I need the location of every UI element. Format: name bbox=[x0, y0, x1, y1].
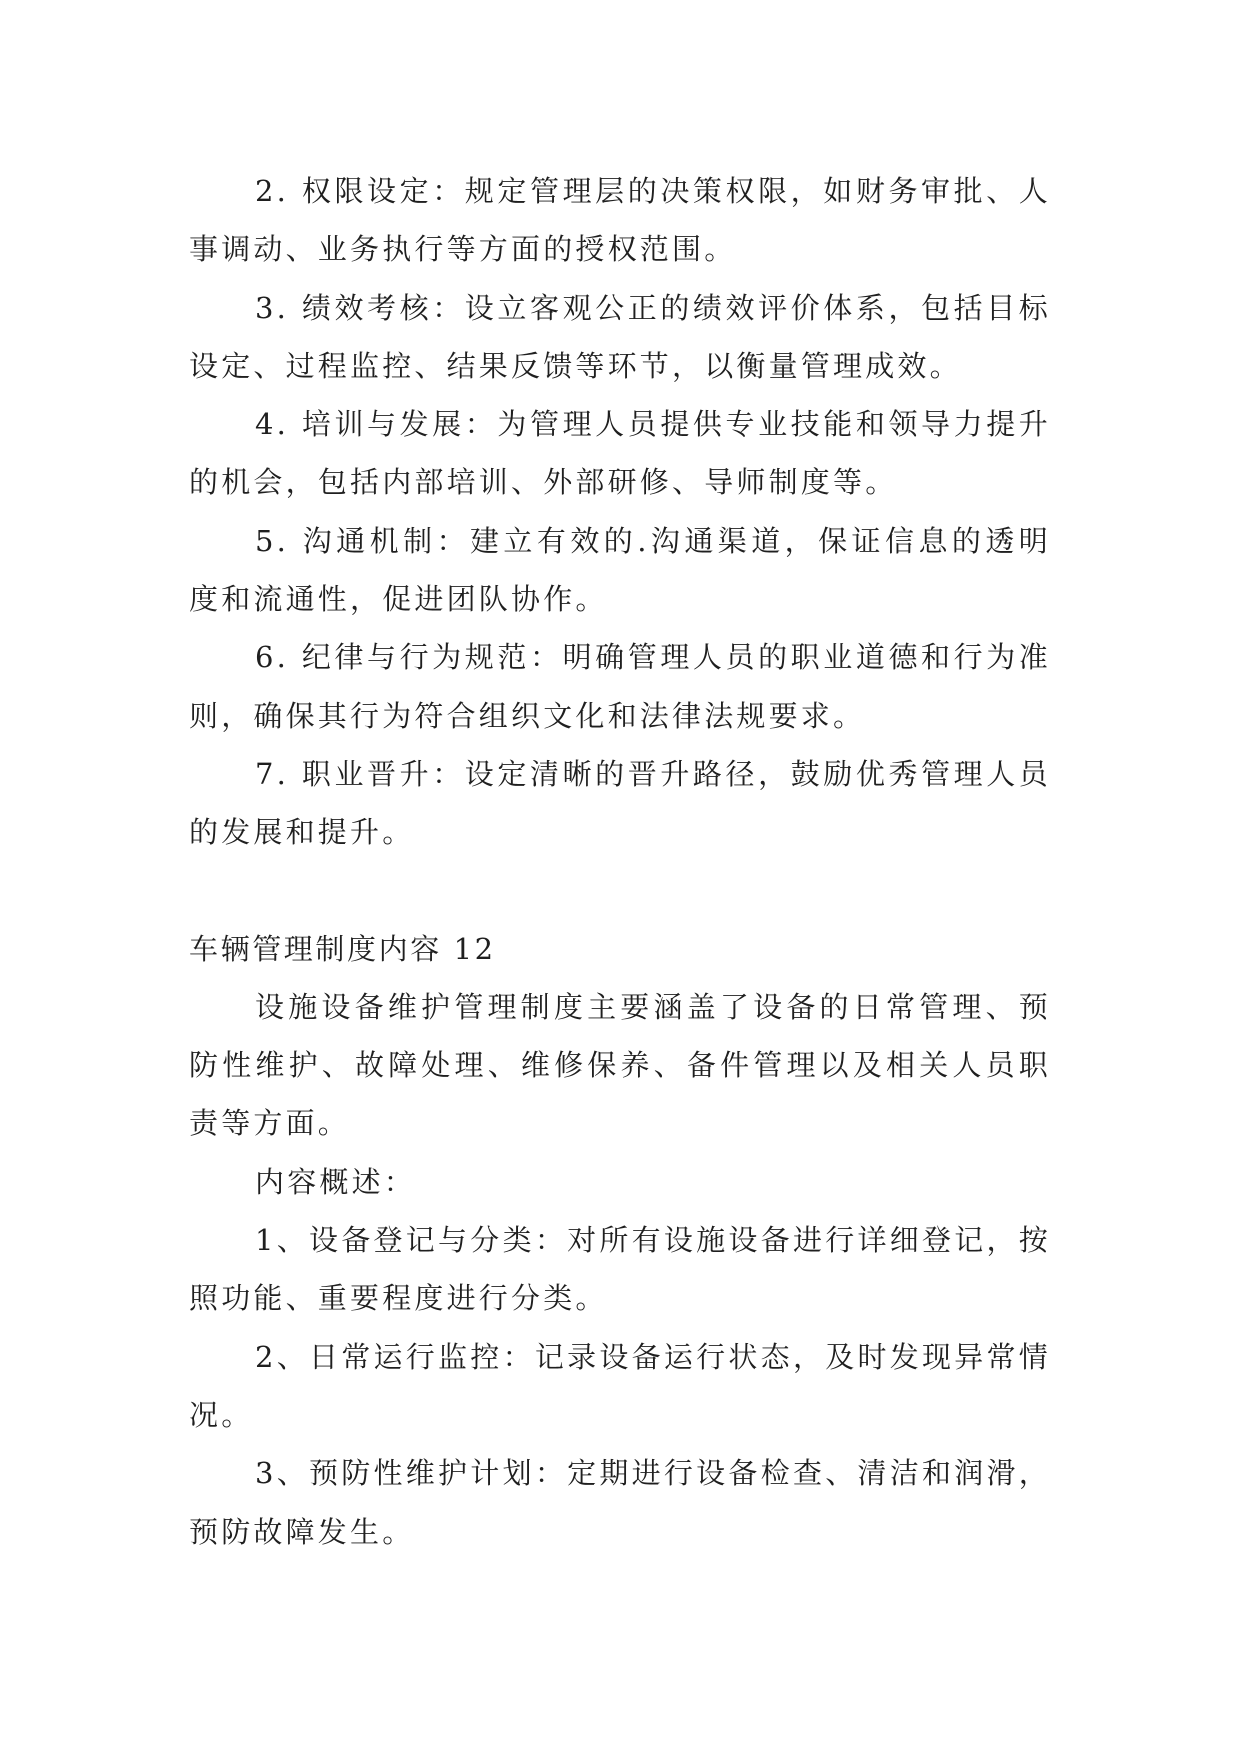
list-item: 4. 培训与发展：为管理人员提供专业技能和领导力提升的机会，包括内部培训、外部研修、导师制度等。 bbox=[189, 407, 1051, 500]
document-body bbox=[189, 162, 1051, 1561]
list-item: 6. 纪律与行为规范：明确管理人员的职业道德和行为准则，确保其行为符合组织文化和法律法规要求。 bbox=[189, 640, 1051, 733]
overview-item: 3、预防性维护计划：定期进行设备检查、清洁和润滑，预防故障发生。 bbox=[189, 1456, 1051, 1549]
overview-item: 1、设备登记与分类：对所有设施设备进行详细登记，按照功能、重要程度进行分类。 bbox=[189, 1223, 1051, 1316]
list-item: 3. 绩效考核：设立客观公正的绩效评价体系，包括目标设定、过程监控、结果反馈等环节，以衡量管理成效。 bbox=[189, 290, 1051, 383]
list-item: 5. 沟通机制：建立有效的.沟通渠道，保证信息的透明度和流通性，促进团队协作。 bbox=[189, 523, 1051, 617]
overview-item: 2、日常运行监控：记录设备运行状态，及时发现异常情况。 bbox=[189, 1339, 1051, 1432]
list-item: 7. 职业晋升：设定清晰的晋升路径，鼓励优秀管理人员的发展和提升。 bbox=[189, 756, 1051, 850]
section-title: 车辆管理制度内容 12 bbox=[189, 931, 496, 966]
intro-paragraph: 设施设备维护管理制度主要涵盖了设备的日常管理、预防性维护、故障处理、维修保养、备件管理以及相关人员职责等方面。 bbox=[189, 989, 1051, 1141]
overview-label: 内容概述： bbox=[255, 1164, 417, 1199]
list-item: 2. 权限设定：规定管理层的决策权限，如财务审批、人事调动、业务执行等方面的授权范围。 bbox=[189, 174, 1051, 267]
